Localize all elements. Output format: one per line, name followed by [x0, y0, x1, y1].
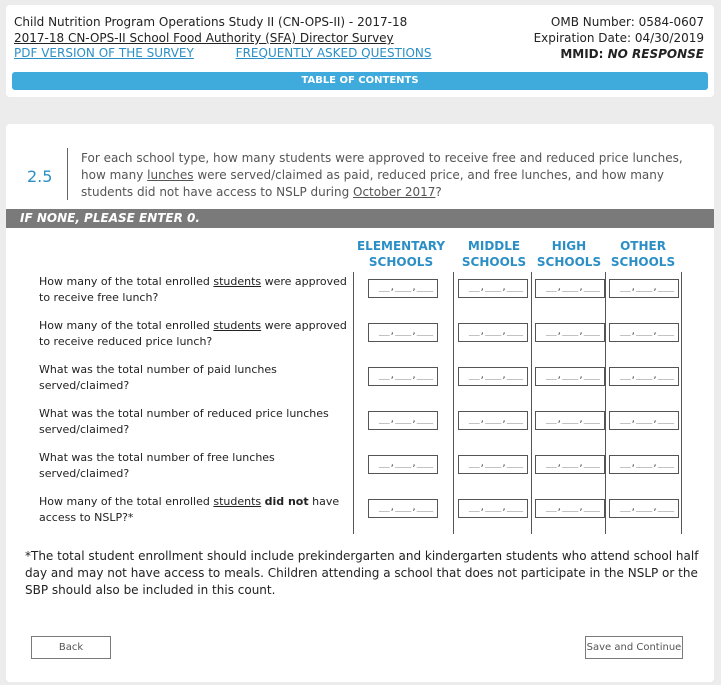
table-of-contents-button[interactable]: TABLE OF CONTENTS — [12, 72, 708, 90]
row-label-text: How many of the total enrolled — [39, 319, 214, 332]
column-header-line: SCHOOLS — [368, 255, 434, 269]
column-header-high — [534, 238, 604, 270]
column-header-line: ELEMENTARY — [356, 239, 446, 253]
count-input-high[interactable]: __,___,___ — [535, 323, 605, 342]
mmid — [534, 46, 704, 62]
count-input-elementary[interactable]: __,___,___ — [368, 411, 438, 430]
header-links — [14, 46, 470, 60]
expiration-date: Expiration Date: 04/30/2019 — [533, 31, 704, 45]
count-input-elementary[interactable]: __,___,___ — [368, 367, 438, 386]
row-label-text: have access to NSLP?* — [39, 495, 340, 524]
study-title: Child Nutrition Program Operations Study II (CN-OPS-II) - 2017-18 — [14, 15, 408, 29]
question-text-part: ? — [435, 185, 442, 199]
column-divider — [453, 272, 454, 534]
count-input-middle[interactable]: __,___,___ — [458, 367, 528, 386]
count-input-other[interactable]: __,___,___ — [609, 455, 679, 474]
count-input-other[interactable]: __,___,___ — [609, 323, 679, 342]
column-header-elementary — [356, 238, 446, 270]
omb-number: OMB Number: 0584-0607 — [550, 15, 704, 29]
count-input-high[interactable]: __,___,___ — [535, 455, 605, 474]
mmid-label: MMID: — [560, 47, 604, 61]
column-divider — [605, 272, 606, 534]
instruction-bar: IF NONE, PLEASE ENTER 0. — [6, 209, 714, 228]
omb-info — [534, 14, 704, 62]
column-header-line: OTHER — [620, 239, 666, 253]
column-header-line: SCHOOLS — [461, 255, 527, 269]
column-header-line: SCHOOLS — [610, 255, 676, 269]
survey-title-block — [14, 14, 407, 46]
column-divider — [681, 272, 682, 534]
faq-link[interactable]: FREQUENTLY ASKED QUESTIONS — [235, 46, 432, 60]
question-number: 2.5 — [27, 167, 53, 186]
row-label-text: What was the total number of free lunches served/claimed? — [39, 451, 275, 480]
save-and-continue-button[interactable]: Save and Continue — [585, 636, 683, 659]
question-text — [81, 150, 706, 201]
count-input-high[interactable]: __,___,___ — [535, 499, 605, 518]
row-label-emphasis: did not — [264, 495, 309, 508]
count-input-other[interactable]: __,___,___ — [609, 367, 679, 386]
row-label — [39, 406, 349, 438]
count-input-other[interactable]: __,___,___ — [609, 411, 679, 430]
column-divider — [353, 272, 354, 534]
october-2017-link[interactable]: October 2017 — [353, 185, 436, 199]
row-label — [39, 274, 349, 306]
count-input-middle[interactable]: __,___,___ — [458, 455, 528, 474]
students-link[interactable]: students — [213, 495, 262, 508]
row-label — [39, 494, 349, 526]
row-label-text: What was the total number of paid lunches served/claimed? — [39, 363, 277, 392]
students-link[interactable]: students — [213, 319, 262, 332]
row-label-text: were approved to receive free lunch? — [39, 275, 347, 304]
count-input-high[interactable]: __,___,___ — [535, 411, 605, 430]
question-panel — [6, 124, 714, 682]
pdf-version-link[interactable]: PDF VERSION OF THE SURVEY — [14, 46, 194, 60]
count-input-middle[interactable]: __,___,___ — [458, 411, 528, 430]
students-link[interactable]: students — [213, 275, 262, 288]
row-label-text: How many of the total enrolled — [39, 275, 214, 288]
lunches-link[interactable]: lunches — [147, 168, 194, 182]
column-header-middle — [454, 238, 534, 270]
row-label — [39, 362, 349, 394]
count-input-elementary[interactable]: __,___,___ — [368, 499, 438, 518]
count-input-middle[interactable]: __,___,___ — [458, 279, 528, 298]
question-text-part: were served/claimed as paid, reduced price, and free lunches, and how many students did not have access to NSLP during — [81, 168, 664, 199]
question-text-part: For each school type, how many students were approved to receive free and reduced price lunches, how many — [81, 151, 683, 182]
column-header-line: HIGH — [551, 239, 587, 253]
count-input-elementary[interactable]: __,___,___ — [368, 323, 438, 342]
row-label-text: What was the total number of reduced price lunches served/claimed? — [39, 407, 329, 436]
count-input-other[interactable]: __,___,___ — [609, 499, 679, 518]
survey-title: 2017-18 CN-OPS-II School Food Authority (SFA) Director Survey — [14, 31, 394, 45]
count-input-middle[interactable]: __,___,___ — [458, 323, 528, 342]
column-divider — [531, 272, 532, 534]
count-input-high[interactable]: __,___,___ — [535, 367, 605, 386]
row-label — [39, 450, 349, 482]
count-input-elementary[interactable]: __,___,___ — [368, 455, 438, 474]
row-label-text: were approved to receive reduced price lunch? — [39, 319, 347, 348]
enrollment-footnote: *The total student enrollment should include prekindergarten and kindergarten students who attend school half day and may not have access to meals. Children attending a school that does not participate in the NSLP or the SBP should also be included in this count. — [25, 549, 699, 597]
question-divider — [67, 148, 68, 200]
row-label — [39, 318, 349, 350]
back-button[interactable]: Back — [31, 636, 111, 659]
column-header-line: MIDDLE — [467, 239, 521, 253]
column-header-line: SCHOOLS — [536, 255, 602, 269]
count-input-elementary[interactable]: __,___,___ — [368, 279, 438, 298]
count-input-middle[interactable]: __,___,___ — [458, 499, 528, 518]
count-input-high[interactable]: __,___,___ — [535, 279, 605, 298]
column-header-other — [608, 238, 678, 270]
survey-header — [6, 5, 714, 97]
count-input-other[interactable]: __,___,___ — [609, 279, 679, 298]
mmid-value: NO RESPONSE — [607, 47, 704, 61]
row-label-text: How many of the total enrolled — [39, 495, 214, 508]
